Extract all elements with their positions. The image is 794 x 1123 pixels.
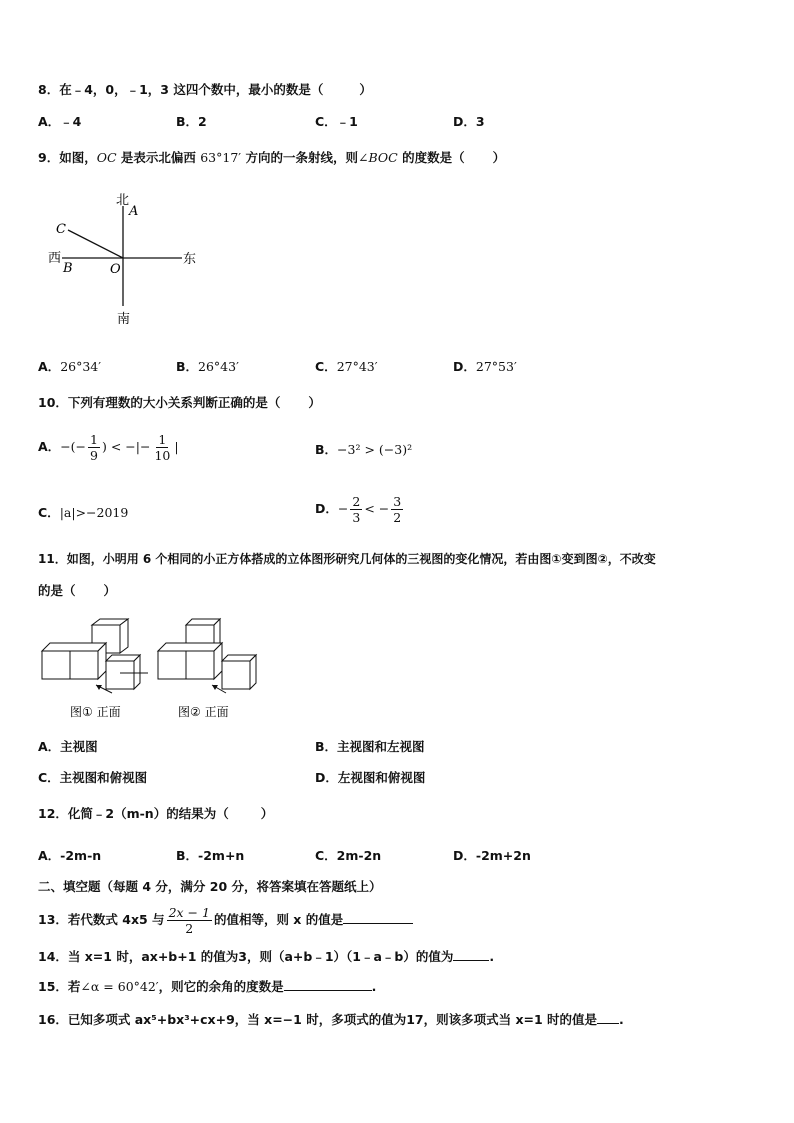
q9-option-d-letter: D． [453, 359, 476, 374]
label-o: O [110, 262, 121, 277]
q9-option-a-letter: A． [38, 359, 61, 374]
q13-frac [167, 905, 212, 936]
q12-option-a: A．-2m-n [38, 848, 102, 863]
q10-close-paren: ） [308, 395, 321, 410]
q9-boc: ∠BOC [358, 150, 398, 165]
fig1-label: 图① 正面 [70, 705, 121, 719]
q9-prefix: 9．如图， [38, 150, 97, 165]
label-east: 东 [183, 252, 197, 267]
q10-d-num2: 3 [393, 494, 402, 509]
q9-close-paren: ） [492, 150, 506, 165]
q9-suffix: 的度数是（ [397, 150, 465, 165]
q12-stem-text: 12．化简﹣2（m-n）的结果为（ [38, 806, 229, 821]
q9-stem [38, 150, 505, 166]
q16-end: . [619, 1012, 624, 1027]
q10-a-num2: 1 [158, 432, 167, 447]
q14-end: . [489, 949, 495, 964]
q10-option-c [38, 505, 128, 521]
q15-expr: ∠α = 60°42′ [80, 979, 159, 994]
cube-figure-2 [156, 617, 266, 721]
q13-pre: 13．若代数式 4x5 与 [38, 912, 165, 927]
q9-option-c [315, 359, 378, 375]
q11-option-a: A．主视图 [38, 739, 98, 754]
q10-d-pre: − [337, 501, 349, 516]
q10-a-pre: −(− [60, 439, 87, 454]
q9-option-d [453, 359, 517, 375]
q9-mid2: 方向的一条射线，则 [241, 150, 358, 165]
cube-figure-1 [40, 617, 150, 721]
q10-d-mid: < − [364, 501, 390, 516]
q10-stem [38, 395, 321, 411]
q8-option-d: D．3 [453, 114, 485, 129]
q8-stem-text: 8．在﹣4，0，﹣1，3 这四个数中，最小的数是（ [38, 82, 324, 97]
q11-option-b: B．主视图和左视图 [315, 739, 425, 754]
q14-text: 14．当 x=1 时，ax+b+1 的值为3，则（a+b﹣1）（1﹣a﹣b）的值为 [38, 949, 454, 964]
q8-option-b: B．2 [176, 114, 207, 129]
fig2-label: 图② 正面 [178, 705, 229, 719]
q10-option-d-letter: D． [315, 501, 338, 516]
q12-option-b: B．-2m+n [176, 848, 245, 863]
q16-stem [38, 1010, 624, 1028]
q10-option-b-letter: B． [315, 442, 338, 457]
q10-d-num1: 2 [352, 494, 361, 509]
q9-option-a-value: 26°34′ [60, 359, 102, 374]
q9-option-b-letter: B． [176, 359, 199, 374]
compass-figure [40, 188, 210, 333]
label-c: C [56, 222, 66, 237]
q9-option-b-value: 26°43′ [198, 359, 239, 374]
q10-a-frac2 [152, 432, 172, 463]
section-2-heading: 二、填空题（每题 4 分，满分 20 分，将答案填在答题纸上） [38, 879, 382, 894]
q10-option-a [38, 432, 179, 463]
q10-c-expr: |a|>−2019 [59, 505, 129, 520]
q16-text: 16．已知多项式 ax⁵+bx³+cx+9，当 x=−1 时，多项式的值为17，则该多项式当 x=1 时的值是 [38, 1012, 598, 1027]
q11-option-d: D．左视图和俯视图 [315, 770, 426, 785]
q13-den: 2 [185, 921, 194, 936]
q13-post: 的值相等，则 x 的值是 [213, 912, 344, 927]
q9-option-b [176, 359, 239, 375]
q12-option-c: C．2m-2n [315, 848, 382, 863]
q15-stem [38, 977, 376, 995]
label-north: 北 [116, 193, 130, 208]
q12-close-paren: ） [260, 806, 274, 821]
q9-angle: 63°17′ [200, 150, 242, 165]
q11-option-c: C．主视图和俯视图 [38, 770, 148, 785]
q10-a-frac1 [88, 432, 100, 463]
q15-answer-blank[interactable] [284, 977, 372, 991]
q10-a-den2: 10 [154, 448, 171, 463]
q12-stem [38, 806, 273, 822]
q15-pre: 15．若 [38, 979, 81, 994]
label-south: 南 [117, 312, 131, 327]
label-west: 西 [48, 251, 62, 266]
q11-stem-line1: 11．如图，小明用 6 个相同的小正方体搭成的立体图形研究几何体的三视图的变化情况，若由图①变到图②，不改变 [38, 552, 656, 566]
q10-d-frac1 [350, 494, 362, 525]
q10-a-den1: 9 [90, 448, 98, 463]
q10-b-expr: −3² > (−3)² [337, 442, 413, 457]
q12-option-d: D．-2m+2n [453, 848, 531, 863]
q8-option-c: C．﹣1 [315, 114, 358, 129]
q10-option-a-letter: A． [38, 439, 61, 454]
q10-a-post: | [174, 439, 179, 454]
q9-option-c-value: 27°43′ [336, 359, 378, 374]
q9-oc: OC [96, 150, 117, 165]
q14-answer-blank[interactable] [453, 947, 489, 961]
q10-option-d [315, 494, 405, 525]
q10-d-frac2 [391, 494, 403, 525]
q9-option-a [38, 359, 101, 375]
q10-option-b [315, 442, 412, 458]
q11-line2-text: 的是（ [38, 583, 76, 598]
q8-option-a: A．﹣4 [38, 114, 82, 129]
label-a: A [129, 204, 139, 219]
q10-d-den2: 2 [393, 510, 402, 525]
q13-num: 2x − 1 [168, 905, 210, 920]
q10-d-den1: 3 [352, 510, 361, 525]
q10-option-c-letter: C． [38, 505, 60, 520]
q16-answer-blank[interactable] [597, 1010, 619, 1024]
q8-close-paren: ） [359, 82, 372, 97]
q10-stem-text: 10．下列有理数的大小关系判断正确的是（ [38, 395, 281, 410]
q9-option-c-letter: C． [315, 359, 337, 374]
label-b: B [63, 261, 73, 276]
q10-a-num1: 1 [90, 432, 98, 447]
q10-a-mid: ) < −|− [101, 439, 151, 454]
q13-answer-blank[interactable] [343, 910, 413, 924]
q9-option-d-value: 27°53′ [475, 359, 517, 374]
q9-mid: 是表示北偏西 [116, 150, 201, 165]
q13-stem [38, 904, 413, 936]
q15-post: ，则它的余角的度数是 [158, 979, 284, 994]
q11-close-paren: ） [103, 583, 117, 598]
q8-stem [38, 82, 372, 98]
q11-stem-line2 [38, 583, 116, 599]
ray-oc [68, 230, 123, 258]
q14-stem [38, 947, 494, 965]
q15-end: . [371, 979, 377, 994]
